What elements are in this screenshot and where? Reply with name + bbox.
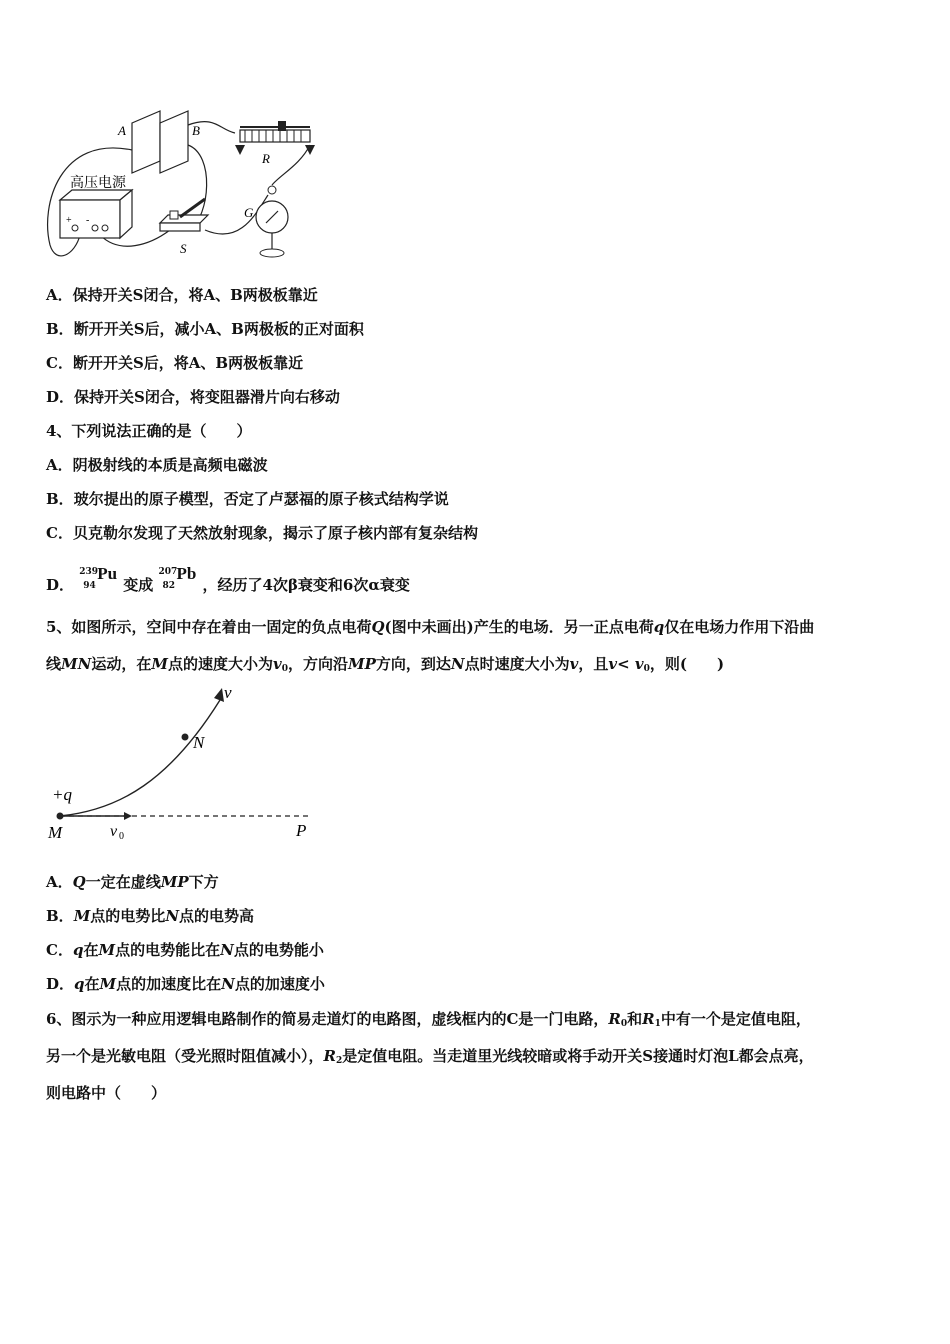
- q3-option-a: [46, 285, 318, 305]
- q4-option-b: [46, 489, 449, 509]
- plate-b: [160, 111, 188, 173]
- q5-option-a: A．Q一定在虚线MP下方: [46, 873, 219, 891]
- galvanometer-g: [256, 186, 288, 257]
- q6-stem-line1: 6、图示为一种应用逻辑电路制作的简易走道灯的电路图，虚线框内的C是一门电路，$R_0$和$R_1$中有一个是定值电阻，: [46, 1010, 811, 1029]
- pb-charge-number: 82: [162, 581, 176, 591]
- v-arrow-head: [214, 688, 224, 702]
- option-letter: C．: [46, 354, 73, 372]
- label-n: N: [193, 733, 205, 752]
- option-text: 变成: [123, 576, 154, 594]
- q5-stem-line1: 5、如图所示，空间中存在着由一固定的负点电荷Q(图中未画出)产生的电场．另一正点电荷q仅在电场力作用下沿曲: [46, 618, 815, 636]
- pu-charge-number: 94: [83, 581, 96, 591]
- nuclide-pu: [79, 564, 123, 594]
- q5-option-b: B．M点的电势比N点的电势高: [46, 907, 255, 925]
- point-n: [182, 734, 189, 741]
- svg-text:-: -: [86, 215, 90, 226]
- label-v: v: [224, 683, 232, 702]
- option-text: 保持开关S闭合，将变阻器滑片向右移动: [74, 388, 340, 406]
- q4-option-a: [46, 455, 268, 475]
- pu-mass-number: 239: [79, 567, 99, 577]
- label-g: G: [244, 205, 254, 220]
- label-v0-sub: 0: [119, 831, 124, 842]
- trajectory-drawing: [40, 680, 330, 850]
- option-letter: C．: [46, 524, 73, 542]
- option-text: 贝克勒尔发现了天然放射现象，揭示了原子核内部有复杂结构: [72, 524, 478, 542]
- option-letter: B．: [46, 320, 74, 338]
- label-b: B: [192, 123, 200, 138]
- option-text: 断开开关S后，减小A、B两极板的正对面积: [73, 320, 364, 338]
- switch-s: [160, 199, 208, 231]
- q3-option-c: [46, 353, 303, 373]
- option-letter: A．: [46, 286, 73, 304]
- label-m: M: [48, 823, 63, 842]
- q3-option-d: [46, 387, 340, 407]
- label-a: A: [118, 123, 126, 138]
- q4-stem: 4、下列说法正确的是（ ）: [46, 422, 252, 440]
- rheostat-r: [235, 121, 315, 155]
- plate-a: [132, 111, 160, 173]
- pb-mass-number: 207: [158, 567, 178, 577]
- label-s: S: [180, 241, 187, 256]
- power-supply-label: 高压电源: [70, 176, 126, 191]
- trajectory-curve-mn: [60, 700, 220, 816]
- option-text: ，经历了4次β衰变和6次α衰变: [202, 576, 410, 594]
- power-supply: [60, 190, 132, 238]
- q4-option-d: [46, 564, 410, 595]
- q5-option-d: D．q在M点的加速度比在N点的加速度小: [46, 975, 325, 993]
- option-text: 阴极射线的本质是高频电磁波: [72, 456, 268, 474]
- option-letter: A．: [46, 456, 73, 474]
- capacitor-circuit-figure: [40, 105, 330, 265]
- label-plus-q: +q: [52, 785, 72, 804]
- label-r: R: [262, 151, 270, 166]
- pb-symbol: Pb: [176, 564, 197, 583]
- label-p: P: [296, 821, 307, 840]
- option-text: 玻尔提出的原子模型，否定了卢瑟福的原子核式结构学说: [73, 490, 449, 508]
- option-letter: D．: [46, 576, 75, 594]
- pu-symbol: Pu: [97, 564, 118, 583]
- q3-option-b: [46, 319, 364, 339]
- option-text: 断开开关S后，将A、B两极板靠近: [72, 354, 304, 372]
- q4-option-c: [46, 523, 478, 543]
- nuclide-pb: [158, 564, 203, 594]
- point-m: [57, 813, 64, 820]
- label-v0: v: [110, 823, 118, 840]
- q6-stem-line2: 另一个是光敏电阻（受光照时阻值减小），$R_2$是定值电阻。当走道里光线较暗或将手动开关S接通时灯泡L都会点亮，: [46, 1047, 814, 1066]
- q5-option-c: C．q在M点的电势能比在N点的电势能小: [46, 941, 324, 959]
- option-letter: D．: [46, 388, 75, 406]
- capacitor-circuit-drawing: [40, 105, 330, 265]
- q5-stem-line2: 线MN运动，在M点的速度大小为$v_0$，方向沿MP方向，到达N点时速度大小为v，且$v< v_0$，则( ): [46, 655, 725, 674]
- option-letter: B．: [46, 490, 74, 508]
- trajectory-figure: [40, 680, 330, 850]
- svg-text:+: +: [66, 215, 72, 226]
- q6-stem-line3: 则电路中（ ）: [46, 1084, 167, 1102]
- option-text: 保持开关S闭合，将A、B两极板靠近: [72, 286, 318, 304]
